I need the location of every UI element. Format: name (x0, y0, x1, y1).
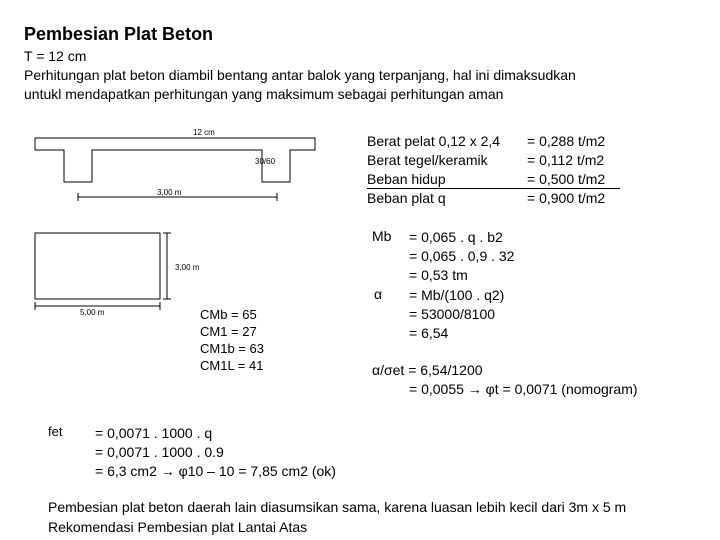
plan-short-span-label: 3,00 m (175, 263, 200, 272)
load-value: = 0,900 t/m2 (527, 190, 606, 206)
fet-symbol: fet (48, 424, 63, 439)
thickness-text: T = 12 cm (24, 48, 87, 64)
alpha-symbol: α (374, 286, 383, 302)
alpha-calculation (409, 286, 504, 343)
plan-drawing (35, 233, 171, 310)
load-name: Berat pelat 0,12 x 2,4 (367, 133, 501, 149)
load-name: Beban hidup (367, 171, 446, 187)
alpha-line: = 53000/8100 (409, 306, 496, 322)
intro-line-1: Perhitungan plat beton diambil bentang antar balok yang terpanjang, hal ini dimaksudkan (24, 67, 576, 83)
load-value: = 0,288 t/m2 (527, 133, 606, 149)
alpha-sigma-line-1: α/σet = 6,54/1200 (372, 362, 483, 378)
load-value: = 0,500 t/m2 (527, 171, 606, 187)
sum-underline (367, 188, 620, 189)
footer-line-2: Rekomendasi Pembesian plat Lantai Atas (48, 519, 308, 535)
load-value: = 0,112 t/m2 (527, 152, 605, 168)
moment-coefficients (200, 306, 264, 374)
mb-calculation (409, 228, 514, 285)
alpha-sigma-line-2: = 0,0055 → φt = 0,0071 (nomogram) (409, 381, 638, 397)
span-label: 3,00 m (157, 188, 182, 197)
mb-line: = 0,53 tm (409, 267, 468, 283)
fet-line: = 0,0071 . 1000 . 0.9 (95, 444, 224, 460)
footer-line-1: Pembesian plat beton daerah lain diasumsikan sama, karena luasan lebih kecil dari 3m x 5 m (48, 499, 627, 515)
load-name: Beban plat q (367, 190, 446, 206)
coef-line: CM1b = 63 (200, 341, 264, 356)
coef-line: CM1 = 27 (200, 324, 257, 339)
beam-size-label: 30/60 (255, 157, 276, 166)
alpha-line: = Mb/(100 . q2) (409, 287, 505, 303)
mb-line: = 0,065 . q . b2 (409, 229, 503, 245)
loads-table (367, 132, 605, 208)
slab-thickness-label: 12 cm (193, 128, 215, 137)
fet-line: = 0,0071 . 1000 . q (95, 425, 213, 441)
alpha-line: = 6,54 (409, 325, 449, 341)
page-title: Pembesian Plat Beton (24, 24, 214, 44)
mb-symbol: Mb (372, 228, 392, 244)
load-name: Berat tegel/keramik (367, 152, 488, 168)
intro-line-2: untukl mendapatkan perhitungan yang maksimum sebagai perhitungan aman (24, 86, 504, 102)
fet-line: = 6,3 cm2 → φ10 – 10 = 7,85 cm2 (ok) (95, 463, 336, 479)
fet-calculation (95, 424, 336, 481)
plan-long-span-label: 5,00 m (80, 308, 105, 317)
coef-line: CMb = 65 (200, 307, 257, 322)
mb-line: = 0,065 . 0,9 . 32 (409, 248, 515, 264)
coef-line: CM1L = 41 (200, 358, 264, 373)
